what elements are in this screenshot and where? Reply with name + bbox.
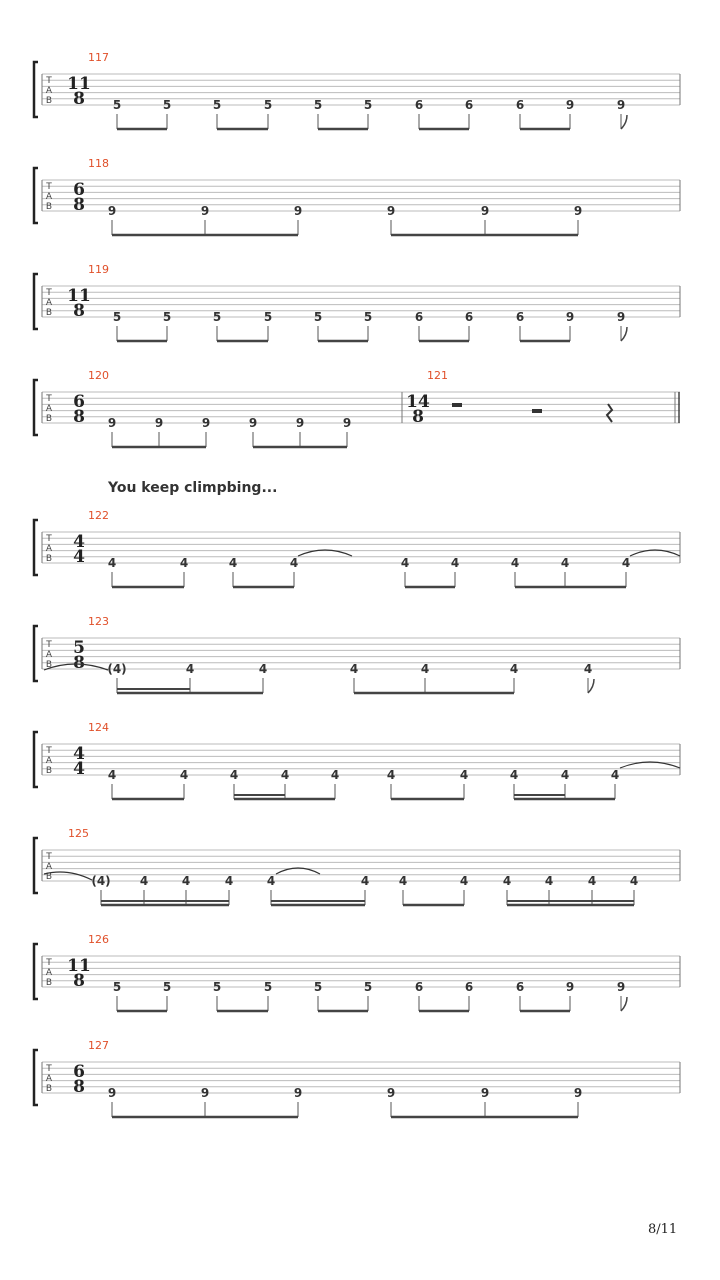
time-signature-bottom: 8 — [412, 407, 424, 427]
time-signature-bottom: 8 — [73, 1077, 85, 1097]
measure-number: 118 — [88, 157, 109, 170]
tab-system — [34, 615, 680, 693]
measure-number: 124 — [88, 721, 109, 734]
annotation-text: You keep climpbing... — [108, 480, 278, 496]
time-signature-bottom: 4 — [73, 547, 85, 567]
tab-clef-letter: A — [45, 650, 53, 660]
tab-clef-letter: T — [46, 394, 52, 404]
fret-number: 6 — [515, 310, 525, 324]
fret-number: 4 — [224, 874, 234, 888]
fret-number: 4 — [181, 874, 191, 888]
fret-number: 4 — [398, 874, 408, 888]
fret-number: 5 — [263, 98, 273, 112]
fret-number: 4 — [450, 556, 460, 570]
fret-number: 5 — [162, 310, 172, 324]
time-signature-top: 11 — [67, 956, 91, 976]
tab-system — [34, 509, 680, 587]
tab-system — [34, 721, 680, 799]
tab-clef-letter: B — [45, 872, 53, 882]
fret-number: 5 — [212, 980, 222, 994]
half-rest — [452, 403, 462, 407]
fret-number: 5 — [263, 980, 273, 994]
time-signature-bottom: 8 — [73, 971, 85, 991]
time-signature-bottom: 8 — [73, 301, 85, 321]
note-flag — [621, 327, 627, 341]
fret-number: 9 — [616, 980, 626, 994]
fret-number: 9 — [573, 204, 583, 218]
fret-number: 4 — [621, 556, 631, 570]
time-signature-bottom: 8 — [73, 653, 85, 673]
fret-number: 4 — [583, 662, 593, 676]
fret-number: 9 — [154, 416, 164, 430]
fret-number: 9 — [248, 416, 258, 430]
time-signature-top: 4 — [73, 744, 85, 764]
tab-clef-letter: B — [45, 202, 53, 212]
fret-number: 4 — [139, 874, 149, 888]
tab-clef-letter: B — [45, 96, 53, 106]
fret-number: 5 — [212, 310, 222, 324]
time-signature-top: 4 — [73, 532, 85, 552]
fret-number: 9 — [107, 204, 117, 218]
tab-clef-letter: T — [46, 76, 52, 86]
fret-number: 4 — [179, 768, 189, 782]
fret-number: 9 — [295, 416, 305, 430]
time-signature-top: 14 — [406, 392, 430, 412]
tab-system — [34, 827, 680, 905]
fret-number: 4 — [228, 556, 238, 570]
fret-number: 4 — [629, 874, 639, 888]
time-signature-top: 5 — [73, 638, 85, 658]
tab-system — [34, 51, 680, 129]
fret-number: 9 — [386, 1086, 396, 1100]
system-bracket — [34, 274, 38, 329]
fret-number: 4 — [400, 556, 410, 570]
fret-number: 9 — [616, 98, 626, 112]
tab-clef-letter: B — [45, 766, 53, 776]
fret-number: 9 — [293, 1086, 303, 1100]
tab-clef-letter: B — [45, 308, 53, 318]
tab-clef-letter: T — [46, 534, 52, 544]
system-bracket — [34, 1050, 38, 1105]
fret-number: 4 — [560, 768, 570, 782]
fret-number: 4 — [266, 874, 276, 888]
system-bracket — [34, 626, 38, 681]
tab-clef-letter: T — [46, 958, 52, 968]
fret-number: 5 — [162, 980, 172, 994]
fret-number: 6 — [515, 980, 525, 994]
measure-number: 127 — [88, 1039, 109, 1052]
fret-number: 4 — [289, 556, 299, 570]
measure-number: 123 — [88, 615, 109, 628]
time-signature-top: 11 — [67, 286, 91, 306]
fret-number: 9 — [573, 1086, 583, 1100]
measure-number: 119 — [88, 263, 109, 276]
half-rest — [532, 409, 542, 413]
time-signature-bottom: 8 — [73, 89, 85, 109]
measure-number: 126 — [88, 933, 109, 946]
fret-number: 4 — [360, 874, 370, 888]
fret-number: 5 — [212, 98, 222, 112]
tab-system — [34, 157, 680, 235]
fret-number: 9 — [293, 204, 303, 218]
fret-number: 4 — [185, 662, 195, 676]
time-signature-bottom: 8 — [73, 195, 85, 215]
fret-number: 9 — [201, 416, 211, 430]
tab-system — [34, 263, 680, 341]
measure-number: 125 — [68, 827, 89, 840]
fret-number: (4) — [91, 874, 111, 888]
tab-clef-letter: B — [45, 414, 53, 424]
fret-number: 9 — [480, 204, 490, 218]
note-flag — [621, 115, 627, 129]
tab-clef-letter: T — [46, 640, 52, 650]
tab-clef-letter: A — [45, 544, 53, 554]
page-number: 8/11 — [648, 1222, 678, 1237]
fret-number: 4 — [587, 874, 597, 888]
measure-number: 122 — [88, 509, 109, 522]
fret-number: 4 — [459, 874, 469, 888]
system-bracket — [34, 380, 38, 435]
fret-number: 6 — [414, 98, 424, 112]
measure-number: 120 — [88, 369, 109, 382]
time-signature-top: 6 — [73, 180, 85, 200]
fret-number: 4 — [509, 768, 519, 782]
fret-number: 5 — [112, 98, 122, 112]
measure-number: 117 — [88, 51, 109, 64]
tab-system — [34, 1039, 680, 1117]
fret-number: 6 — [464, 310, 474, 324]
fret-number: 4 — [510, 556, 520, 570]
tab-clef-letter: T — [46, 182, 52, 192]
tab-clef-letter: T — [46, 1064, 52, 1074]
fret-number: 6 — [464, 980, 474, 994]
tab-clef-letter: T — [46, 746, 52, 756]
fret-number: 6 — [414, 980, 424, 994]
fret-number: 4 — [179, 556, 189, 570]
tab-clef-letter: A — [45, 756, 53, 766]
fret-number: 4 — [610, 768, 620, 782]
fret-number: 9 — [107, 416, 117, 430]
system-bracket — [34, 838, 38, 893]
tab-clef-letter: A — [45, 192, 53, 202]
time-signature-top: 6 — [73, 392, 85, 412]
system-bracket — [34, 732, 38, 787]
fret-number: 9 — [565, 980, 575, 994]
fret-number: 4 — [420, 662, 430, 676]
tab-clef-letter: T — [46, 288, 52, 298]
system-bracket — [34, 944, 38, 999]
fret-number: (4) — [107, 662, 127, 676]
fret-number: 4 — [560, 556, 570, 570]
fret-number: 5 — [313, 310, 323, 324]
system-bracket — [34, 520, 38, 575]
tab-clef-letter: B — [45, 660, 53, 670]
fret-number: 4 — [386, 768, 396, 782]
quarter-rest — [607, 404, 612, 422]
fret-number: 4 — [107, 556, 117, 570]
tab-clef-letter: A — [45, 86, 53, 96]
tab-clef-letter: A — [45, 968, 53, 978]
fret-number: 5 — [363, 980, 373, 994]
note-flag — [588, 679, 594, 693]
time-signature-top: 11 — [67, 74, 91, 94]
fret-number: 9 — [200, 1086, 210, 1100]
fret-number: 4 — [107, 768, 117, 782]
fret-number: 5 — [313, 980, 323, 994]
fret-number: 9 — [480, 1086, 490, 1100]
fret-number: 9 — [616, 310, 626, 324]
tab-clef-letter: A — [45, 298, 53, 308]
system-bracket — [34, 62, 38, 117]
time-signature-bottom: 4 — [73, 759, 85, 779]
fret-number: 9 — [107, 1086, 117, 1100]
note-flag — [621, 997, 627, 1011]
fret-number: 4 — [258, 662, 268, 676]
fret-number: 5 — [313, 98, 323, 112]
fret-number: 4 — [229, 768, 239, 782]
fret-number: 4 — [544, 874, 554, 888]
tab-system — [34, 933, 680, 1011]
fret-number: 9 — [342, 416, 352, 430]
fret-number: 6 — [414, 310, 424, 324]
fret-number: 6 — [515, 98, 525, 112]
fret-number: 9 — [565, 98, 575, 112]
tab-clef-letter: B — [45, 1084, 53, 1094]
tab-clef-letter: B — [45, 978, 53, 988]
fret-number: 4 — [502, 874, 512, 888]
time-signature-top: 6 — [73, 1062, 85, 1082]
tab-system — [34, 369, 680, 447]
fret-number: 5 — [112, 980, 122, 994]
fret-number: 9 — [386, 204, 396, 218]
fret-number: 5 — [162, 98, 172, 112]
tab-clef-letter: A — [45, 1074, 53, 1084]
fret-number: 4 — [280, 768, 290, 782]
fret-number: 4 — [509, 662, 519, 676]
fret-number: 9 — [565, 310, 575, 324]
fret-number: 9 — [200, 204, 210, 218]
fret-number: 4 — [349, 662, 359, 676]
measure-number: 121 — [427, 369, 448, 382]
time-signature-bottom: 8 — [73, 407, 85, 427]
tab-clef-letter: B — [45, 554, 53, 564]
fret-number: 4 — [330, 768, 340, 782]
fret-number: 5 — [363, 310, 373, 324]
fret-number: 5 — [363, 98, 373, 112]
fret-number: 6 — [464, 98, 474, 112]
tab-clef-letter: A — [45, 862, 53, 872]
fret-number: 5 — [112, 310, 122, 324]
tab-clef-letter: T — [46, 852, 52, 862]
fret-number: 4 — [459, 768, 469, 782]
tab-clef-letter: A — [45, 404, 53, 414]
fret-number: 5 — [263, 310, 273, 324]
system-bracket — [34, 168, 38, 223]
